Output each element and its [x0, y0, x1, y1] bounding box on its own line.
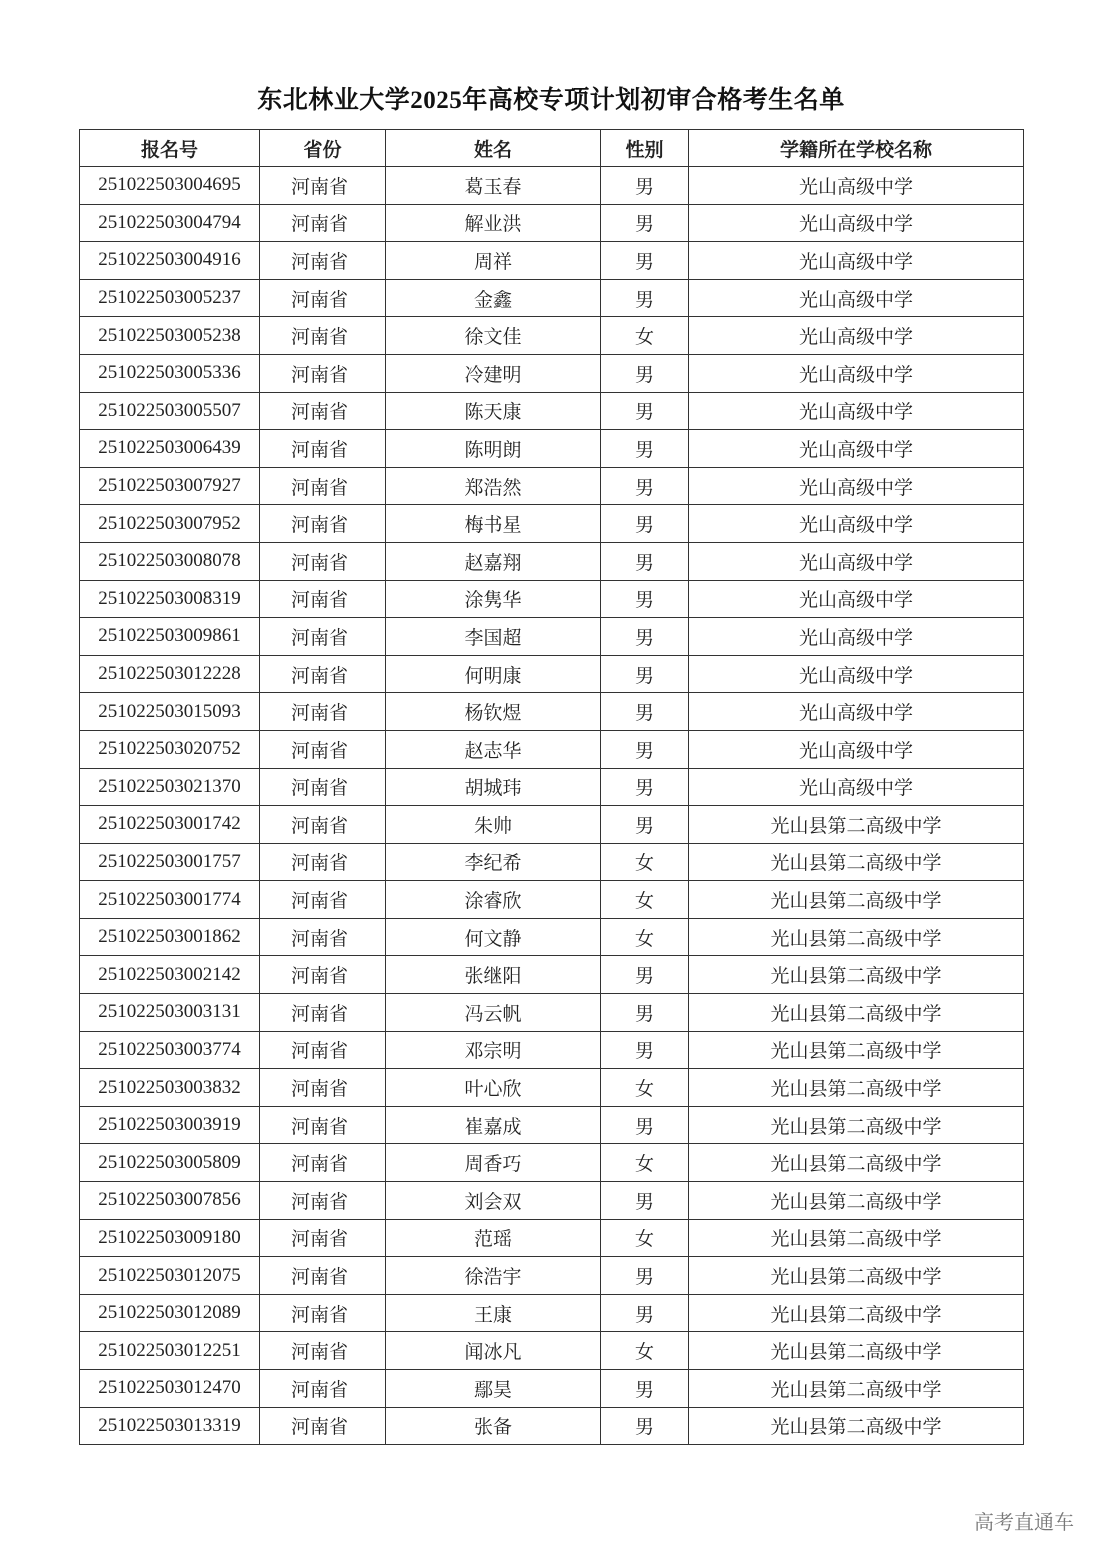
cell-registration-number: 251022503001757: [80, 843, 260, 881]
table-row: [80, 655, 1024, 693]
cell-gender: 女: [601, 918, 689, 956]
table-header-row: [80, 130, 1024, 167]
cell-registration-number: 251022503005336: [80, 354, 260, 392]
cell-gender: 女: [601, 881, 689, 919]
cell-registration-number: 251022503020752: [80, 730, 260, 768]
cell-province: 河南省: [260, 430, 386, 468]
cell-name: 胡城玮: [386, 768, 601, 806]
header-registration-number: 报名号: [80, 130, 260, 167]
cell-name: 冯云帆: [386, 994, 601, 1032]
cell-province: 河南省: [260, 956, 386, 994]
table-row: [80, 392, 1024, 430]
cell-province: 河南省: [260, 317, 386, 355]
cell-name: 闻冰凡: [386, 1332, 601, 1370]
cell-school: 光山县第二高级中学: [689, 1106, 1024, 1144]
cell-gender: 男: [601, 467, 689, 505]
cell-registration-number: 251022503004695: [80, 167, 260, 205]
cell-province: 河南省: [260, 1031, 386, 1069]
cell-name: 鄢昊: [386, 1370, 601, 1408]
cell-registration-number: 251022503021370: [80, 768, 260, 806]
cell-name: 何文静: [386, 918, 601, 956]
cell-school: 光山县第二高级中学: [689, 1144, 1024, 1182]
cell-gender: 女: [601, 1332, 689, 1370]
cell-name: 范瑶: [386, 1219, 601, 1257]
cell-school: 光山高级中学: [689, 354, 1024, 392]
table-row: [80, 1294, 1024, 1332]
cell-name: 何明康: [386, 655, 601, 693]
cell-registration-number: 251022503005809: [80, 1144, 260, 1182]
cell-registration-number: 251022503007952: [80, 505, 260, 543]
cell-registration-number: 251022503001862: [80, 918, 260, 956]
header-name: 姓名: [386, 130, 601, 167]
cell-registration-number: 251022503003774: [80, 1031, 260, 1069]
cell-school: 光山县第二高级中学: [689, 1182, 1024, 1220]
table-row: [80, 242, 1024, 280]
cell-school: 光山高级中学: [689, 618, 1024, 656]
cell-gender: 男: [601, 618, 689, 656]
cell-province: 河南省: [260, 655, 386, 693]
cell-registration-number: 251022503006439: [80, 430, 260, 468]
cell-school: 光山高级中学: [689, 655, 1024, 693]
cell-name: 周祥: [386, 242, 601, 280]
cell-registration-number: 251022503005238: [80, 317, 260, 355]
cell-name: 邓宗明: [386, 1031, 601, 1069]
cell-name: 刘会双: [386, 1182, 601, 1220]
cell-registration-number: 251022503001742: [80, 806, 260, 844]
cell-school: 光山县第二高级中学: [689, 1407, 1024, 1445]
table-row: [80, 1031, 1024, 1069]
table-row: [80, 204, 1024, 242]
cell-province: 河南省: [260, 242, 386, 280]
cell-gender: 男: [601, 1294, 689, 1332]
table-row: [80, 317, 1024, 355]
cell-province: 河南省: [260, 618, 386, 656]
cell-name: 陈明朗: [386, 430, 601, 468]
cell-province: 河南省: [260, 1257, 386, 1295]
table-row: [80, 354, 1024, 392]
cell-registration-number: 251022503002142: [80, 956, 260, 994]
cell-name: 郑浩然: [386, 467, 601, 505]
table-row: [80, 918, 1024, 956]
cell-name: 杨钦煜: [386, 693, 601, 731]
table-row: [80, 1182, 1024, 1220]
table-body: [80, 167, 1024, 1445]
cell-name: 李纪希: [386, 843, 601, 881]
watermark: 高考直通车: [974, 1510, 1074, 1534]
cell-gender: 男: [601, 956, 689, 994]
cell-registration-number: 251022503012228: [80, 655, 260, 693]
cell-gender: 男: [601, 806, 689, 844]
table-row: [80, 279, 1024, 317]
cell-school: 光山县第二高级中学: [689, 994, 1024, 1032]
table-row: [80, 1069, 1024, 1107]
cell-province: 河南省: [260, 1069, 386, 1107]
cell-province: 河南省: [260, 1332, 386, 1370]
cell-school: 光山县第二高级中学: [689, 1332, 1024, 1370]
cell-gender: 男: [601, 693, 689, 731]
cell-province: 河南省: [260, 354, 386, 392]
cell-registration-number: 251022503004794: [80, 204, 260, 242]
cell-gender: 男: [601, 242, 689, 280]
cell-name: 赵嘉翔: [386, 542, 601, 580]
cell-school: 光山县第二高级中学: [689, 956, 1024, 994]
cell-name: 叶心欣: [386, 1069, 601, 1107]
cell-name: 周香巧: [386, 1144, 601, 1182]
cell-province: 河南省: [260, 1407, 386, 1445]
cell-gender: 男: [601, 392, 689, 430]
cell-registration-number: 251022503007856: [80, 1182, 260, 1220]
cell-gender: 女: [601, 1069, 689, 1107]
cell-registration-number: 251022503012075: [80, 1257, 260, 1295]
table-row: [80, 693, 1024, 731]
cell-name: 涂隽华: [386, 580, 601, 618]
cell-gender: 男: [601, 1031, 689, 1069]
cell-registration-number: 251022503009180: [80, 1219, 260, 1257]
cell-school: 光山高级中学: [689, 505, 1024, 543]
table-row: [80, 730, 1024, 768]
table-row: [80, 843, 1024, 881]
cell-registration-number: 251022503012089: [80, 1294, 260, 1332]
cell-name: 金鑫: [386, 279, 601, 317]
cell-school: 光山高级中学: [689, 392, 1024, 430]
table-row: [80, 1407, 1024, 1445]
table-row: [80, 167, 1024, 205]
table-row: [80, 542, 1024, 580]
cell-school: 光山县第二高级中学: [689, 1219, 1024, 1257]
cell-gender: 男: [601, 1407, 689, 1445]
cell-registration-number: 251022503008319: [80, 580, 260, 618]
cell-school: 光山县第二高级中学: [689, 806, 1024, 844]
cell-school: 光山县第二高级中学: [689, 918, 1024, 956]
cell-school: 光山高级中学: [689, 730, 1024, 768]
cell-gender: 女: [601, 1144, 689, 1182]
cell-school: 光山县第二高级中学: [689, 1257, 1024, 1295]
cell-gender: 男: [601, 655, 689, 693]
cell-province: 河南省: [260, 918, 386, 956]
cell-name: 李国超: [386, 618, 601, 656]
cell-name: 朱帅: [386, 806, 601, 844]
cell-province: 河南省: [260, 1219, 386, 1257]
cell-registration-number: 251022503013319: [80, 1407, 260, 1445]
cell-province: 河南省: [260, 1370, 386, 1408]
cell-name: 冷建明: [386, 354, 601, 392]
cell-gender: 男: [601, 430, 689, 468]
cell-school: 光山高级中学: [689, 167, 1024, 205]
cell-school: 光山高级中学: [689, 542, 1024, 580]
cell-province: 河南省: [260, 392, 386, 430]
cell-school: 光山高级中学: [689, 580, 1024, 618]
cell-registration-number: 251022503003131: [80, 994, 260, 1032]
table-row: [80, 580, 1024, 618]
cell-province: 河南省: [260, 467, 386, 505]
cell-registration-number: 251022503012470: [80, 1370, 260, 1408]
cell-name: 赵志华: [386, 730, 601, 768]
cell-gender: 男: [601, 730, 689, 768]
cell-province: 河南省: [260, 542, 386, 580]
cell-name: 解业洪: [386, 204, 601, 242]
cell-gender: 男: [601, 1257, 689, 1295]
cell-province: 河南省: [260, 204, 386, 242]
cell-registration-number: 251022503003832: [80, 1069, 260, 1107]
cell-province: 河南省: [260, 505, 386, 543]
cell-gender: 男: [601, 279, 689, 317]
cell-registration-number: 251022503015093: [80, 693, 260, 731]
cell-school: 光山高级中学: [689, 204, 1024, 242]
cell-school: 光山高级中学: [689, 430, 1024, 468]
table-row: [80, 768, 1024, 806]
cell-province: 河南省: [260, 730, 386, 768]
cell-school: 光山高级中学: [689, 768, 1024, 806]
table-row: [80, 956, 1024, 994]
cell-registration-number: 251022503007927: [80, 467, 260, 505]
cell-school: 光山高级中学: [689, 467, 1024, 505]
document-title: 东北林业大学2025年高校专项计划初审合格考生名单: [257, 87, 845, 114]
cell-registration-number: 251022503009861: [80, 618, 260, 656]
cell-registration-number: 251022503005237: [80, 279, 260, 317]
cell-name: 王康: [386, 1294, 601, 1332]
cell-registration-number: 251022503005507: [80, 392, 260, 430]
cell-province: 河南省: [260, 994, 386, 1032]
candidate-table: [79, 129, 1024, 1445]
cell-school: 光山高级中学: [689, 317, 1024, 355]
cell-province: 河南省: [260, 279, 386, 317]
table-row: [80, 806, 1024, 844]
cell-gender: 男: [601, 167, 689, 205]
cell-gender: 男: [601, 1106, 689, 1144]
cell-school: 光山县第二高级中学: [689, 881, 1024, 919]
table-row: [80, 618, 1024, 656]
cell-gender: 男: [601, 1182, 689, 1220]
cell-province: 河南省: [260, 1294, 386, 1332]
cell-school: 光山县第二高级中学: [689, 1069, 1024, 1107]
cell-registration-number: 251022503004916: [80, 242, 260, 280]
cell-registration-number: 251022503003919: [80, 1106, 260, 1144]
cell-school: 光山县第二高级中学: [689, 1370, 1024, 1408]
cell-gender: 女: [601, 317, 689, 355]
cell-province: 河南省: [260, 580, 386, 618]
cell-gender: 男: [601, 204, 689, 242]
cell-name: 徐文佳: [386, 317, 601, 355]
cell-province: 河南省: [260, 693, 386, 731]
cell-gender: 男: [601, 354, 689, 392]
cell-registration-number: 251022503008078: [80, 542, 260, 580]
cell-school: 光山县第二高级中学: [689, 1294, 1024, 1332]
cell-gender: 男: [601, 768, 689, 806]
cell-province: 河南省: [260, 806, 386, 844]
cell-name: 涂睿欣: [386, 881, 601, 919]
header-school: 学籍所在学校名称: [689, 130, 1024, 167]
cell-name: 徐浩宇: [386, 1257, 601, 1295]
cell-name: 梅书星: [386, 505, 601, 543]
cell-school: 光山县第二高级中学: [689, 1031, 1024, 1069]
table-row: [80, 1144, 1024, 1182]
table-row: [80, 505, 1024, 543]
cell-province: 河南省: [260, 1144, 386, 1182]
cell-school: 光山高级中学: [689, 693, 1024, 731]
table-row: [80, 430, 1024, 468]
table-row: [80, 1257, 1024, 1295]
cell-name: 张备: [386, 1407, 601, 1445]
cell-gender: 男: [601, 994, 689, 1032]
cell-gender: 女: [601, 1219, 689, 1257]
table-row: [80, 1370, 1024, 1408]
cell-province: 河南省: [260, 881, 386, 919]
cell-gender: 男: [601, 542, 689, 580]
header-gender: 性别: [601, 130, 689, 167]
cell-school: 光山高级中学: [689, 279, 1024, 317]
cell-name: 葛玉春: [386, 167, 601, 205]
cell-province: 河南省: [260, 167, 386, 205]
cell-province: 河南省: [260, 1182, 386, 1220]
cell-gender: 女: [601, 843, 689, 881]
header-province: 省份: [260, 130, 386, 167]
table-row: [80, 1106, 1024, 1144]
cell-school: 光山县第二高级中学: [689, 843, 1024, 881]
table-row: [80, 1219, 1024, 1257]
table-row: [80, 881, 1024, 919]
cell-name: 陈天康: [386, 392, 601, 430]
cell-province: 河南省: [260, 768, 386, 806]
cell-registration-number: 251022503001774: [80, 881, 260, 919]
table-row: [80, 1332, 1024, 1370]
cell-registration-number: 251022503012251: [80, 1332, 260, 1370]
cell-name: 张继阳: [386, 956, 601, 994]
cell-name: 崔嘉成: [386, 1106, 601, 1144]
cell-gender: 男: [601, 505, 689, 543]
cell-gender: 男: [601, 580, 689, 618]
table-row: [80, 467, 1024, 505]
cell-school: 光山高级中学: [689, 242, 1024, 280]
cell-gender: 男: [601, 1370, 689, 1408]
table-row: [80, 994, 1024, 1032]
cell-province: 河南省: [260, 1106, 386, 1144]
cell-province: 河南省: [260, 843, 386, 881]
